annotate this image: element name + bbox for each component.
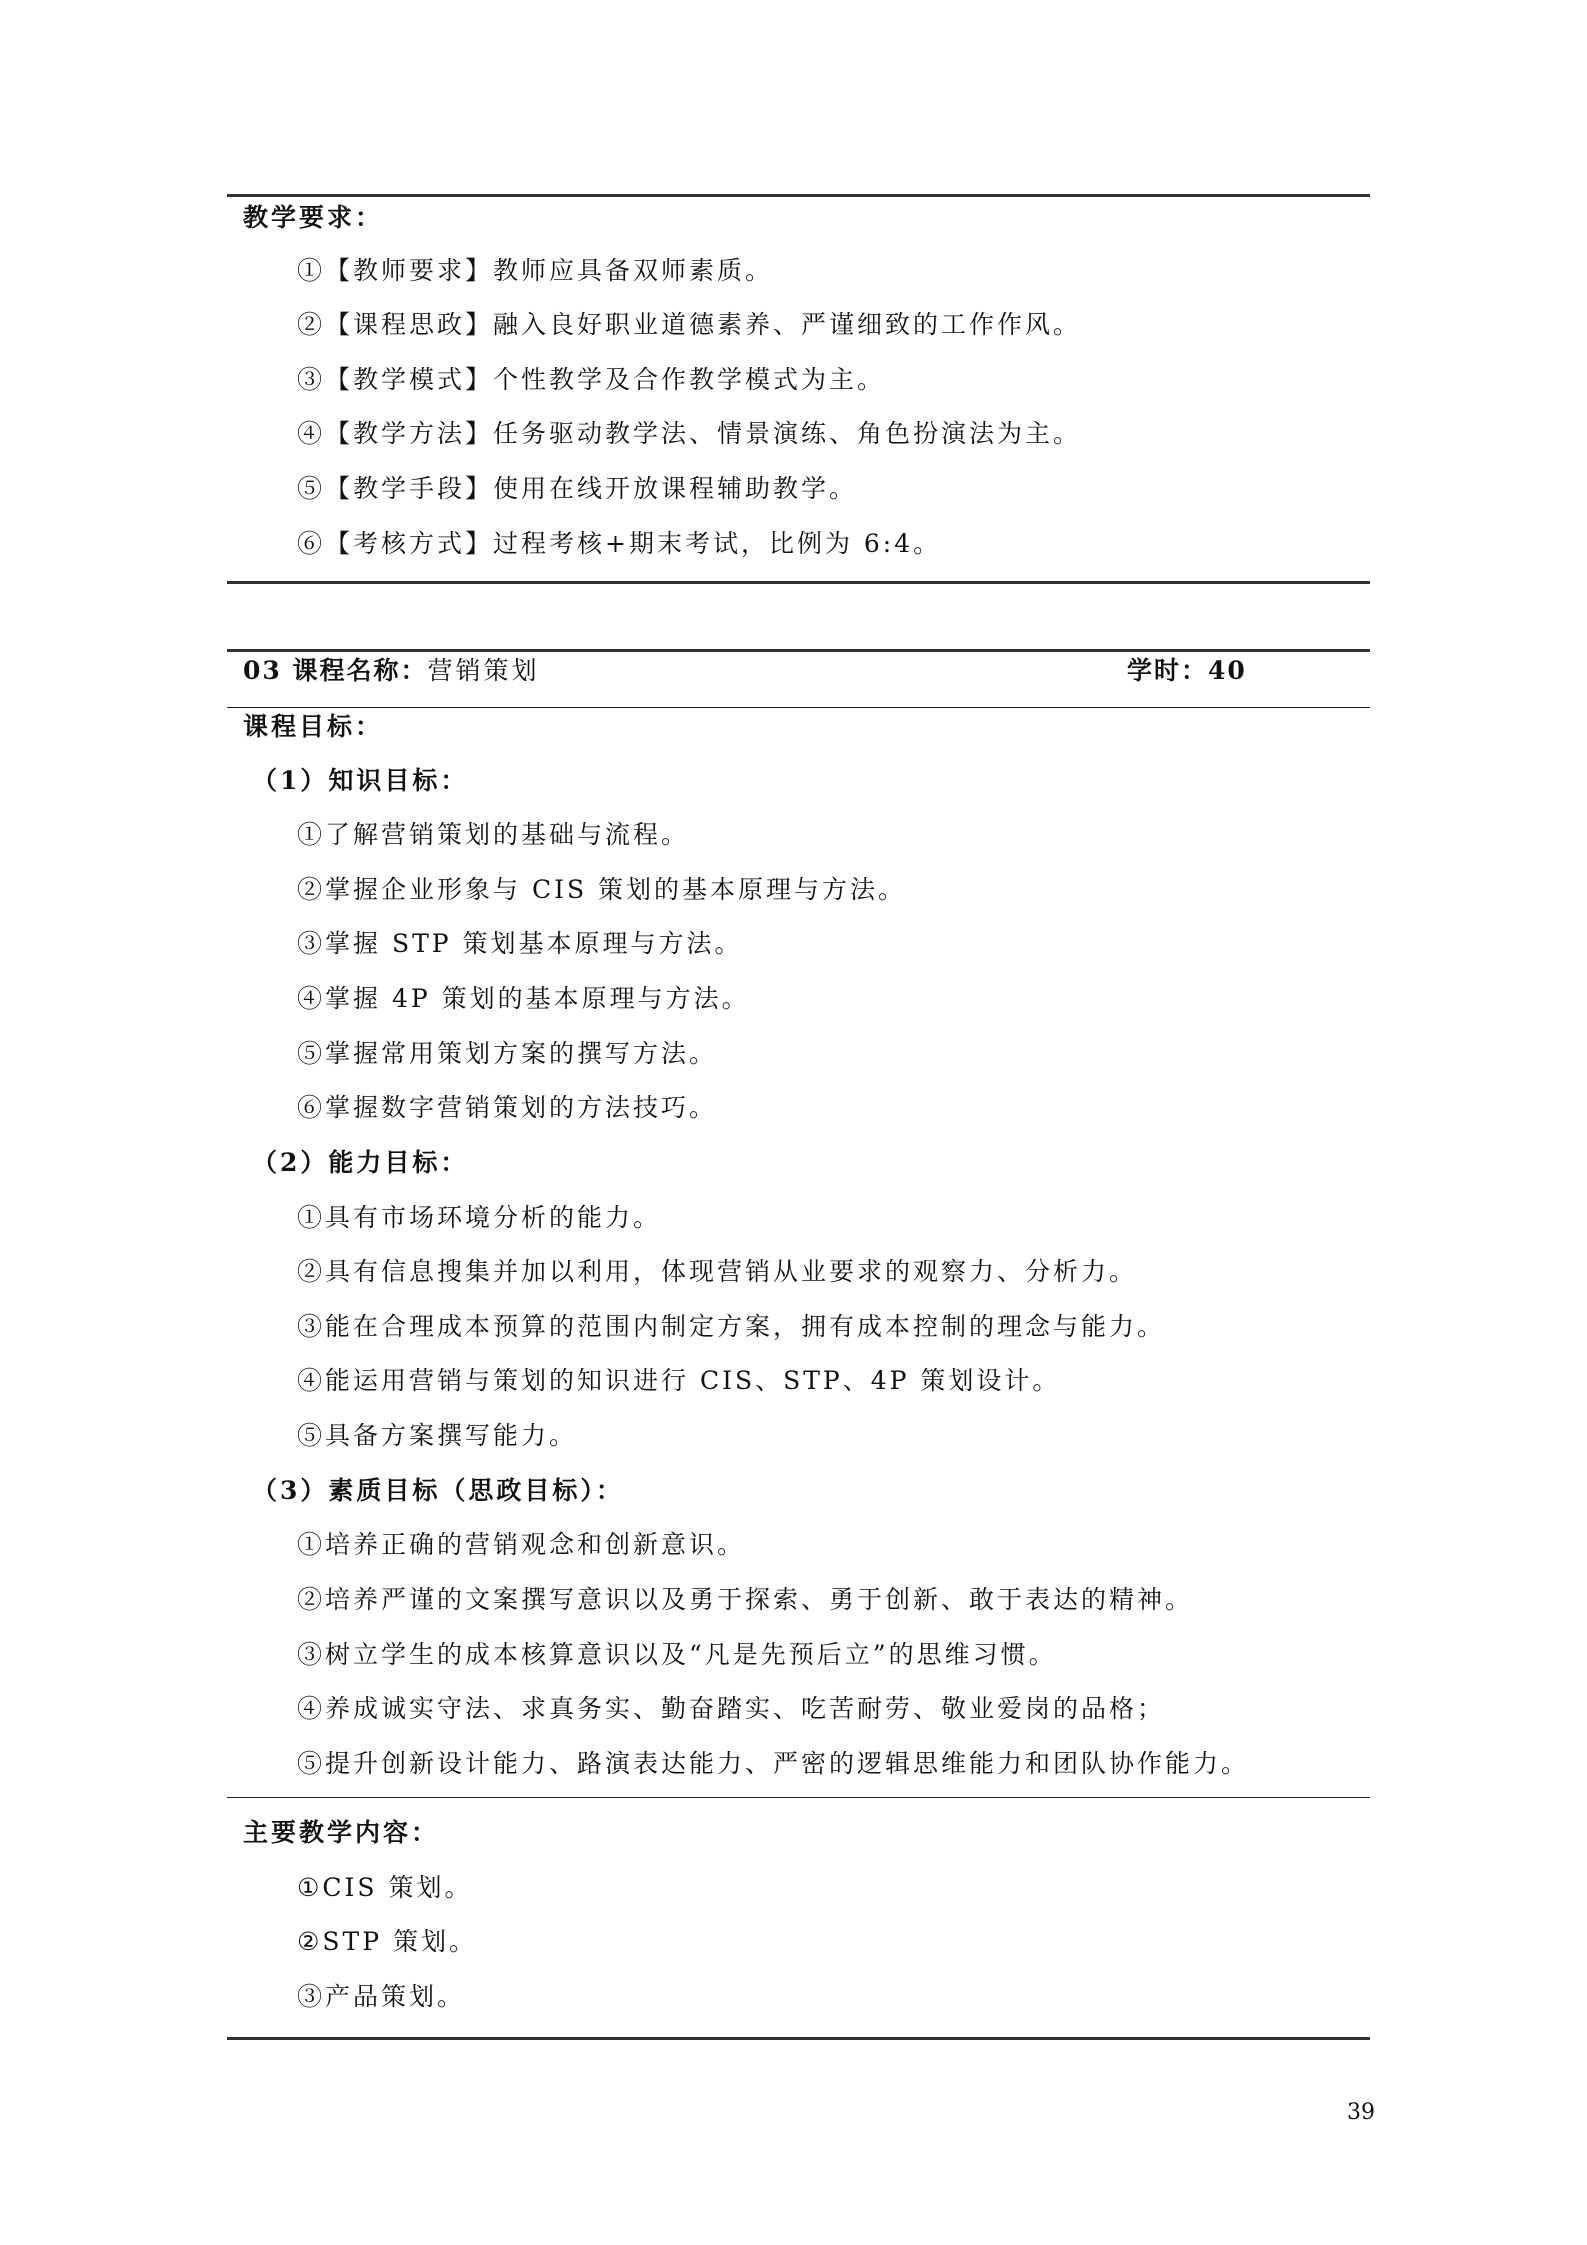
course-goals-title: 课程目标： <box>243 712 384 741</box>
requirement-item: ④【教学方法】任务驱动教学法、情景演练、角色扮演法为主。 <box>297 419 1082 448</box>
section-end-rule <box>227 581 1370 584</box>
bottom-rule <box>227 2037 1370 2040</box>
knowledge-goal-item: ④掌握 4P 策划的基本原理与方法。 <box>297 984 750 1013</box>
course-header-rule <box>227 707 1370 708</box>
knowledge-goal-item: ①了解营销策划的基础与流程。 <box>297 820 690 849</box>
requirement-item: ⑤【教学手段】使用在线开放课程辅助教学。 <box>297 474 858 503</box>
requirement-item: ②【课程思政】融入良好职业道德素养、严谨细致的工作作风。 <box>297 310 1082 339</box>
ability-goal-item: ⑤具备方案撰写能力。 <box>297 1421 578 1450</box>
knowledge-goal-item: ⑤掌握常用策划方案的撰写方法。 <box>297 1039 718 1068</box>
course-hours <box>1127 656 1247 686</box>
ability-goal-item: ④能运用营销与策划的知识进行 CIS、STP、4P 策划设计。 <box>297 1366 1061 1395</box>
top-rule <box>227 194 1370 197</box>
quality-goal-item: ④养成诚实守法、求真务实、勤奋踏实、吃苦耐劳、敬业爱岗的品格； <box>297 1694 1166 1723</box>
course-name-label: 03 课程名称： <box>243 656 428 685</box>
course-top-rule <box>227 649 1370 652</box>
ability-goals-title: （2）能力目标： <box>252 1148 469 1177</box>
hours-label: 学时： <box>1127 656 1209 685</box>
knowledge-goal-item: ③掌握 STP 策划基本原理与方法。 <box>297 929 743 958</box>
knowledge-goal-item: ⑥掌握数字营销策划的方法技巧。 <box>297 1093 718 1122</box>
requirement-item: ③【教学模式】个性教学及合作教学模式为主。 <box>297 365 886 394</box>
goals-end-rule <box>227 1797 1370 1798</box>
teaching-requirements-title: 教学要求： <box>243 203 384 232</box>
course-name: 营销策划 <box>427 656 540 685</box>
main-content-title: 主要教学内容： <box>243 1818 440 1847</box>
hours-value: 40 <box>1208 656 1247 685</box>
ability-goal-item: ②具有信息搜集并加以利用，体现营销从业要求的观察力、分析力。 <box>297 1257 1138 1286</box>
content-item: ③产品策划。 <box>297 1982 466 2011</box>
quality-goal-item: ②培养严谨的文案撰写意识以及勇于探索、勇于创新、敢于表达的精神。 <box>297 1585 1194 1614</box>
knowledge-goals-title: （1）知识目标： <box>252 766 469 795</box>
ability-goal-item: ③能在合理成本预算的范围内制定方案，拥有成本控制的理念与能力。 <box>297 1312 1166 1341</box>
quality-goal-item: ⑤提升创新设计能力、路演表达能力、严密的逻辑思维能力和团队协作能力。 <box>297 1749 1250 1778</box>
quality-goal-item: ①培养正确的营销观念和创新意识。 <box>297 1530 746 1559</box>
knowledge-goal-item: ②掌握企业形象与 CIS 策划的基本原理与方法。 <box>297 875 907 904</box>
content-item: ①CIS 策划。 <box>297 1873 473 1902</box>
page-number: 39 <box>1347 2100 1375 2125</box>
content-item: ②STP 策划。 <box>297 1927 477 1956</box>
quality-goal-item: ③树立学生的成本核算意识以及“凡是先预后立”的思维习惯。 <box>297 1640 1057 1669</box>
ability-goal-item: ①具有市场环境分析的能力。 <box>297 1203 662 1232</box>
requirement-item: ⑥【考核方式】过程考核+期末考试，比例为 6:4。 <box>297 529 942 558</box>
course-name-row <box>243 656 1243 686</box>
requirement-item: ①【教师要求】教师应具备双师素质。 <box>297 256 774 285</box>
quality-goals-title: （3）素质目标（思政目标）： <box>252 1476 624 1505</box>
